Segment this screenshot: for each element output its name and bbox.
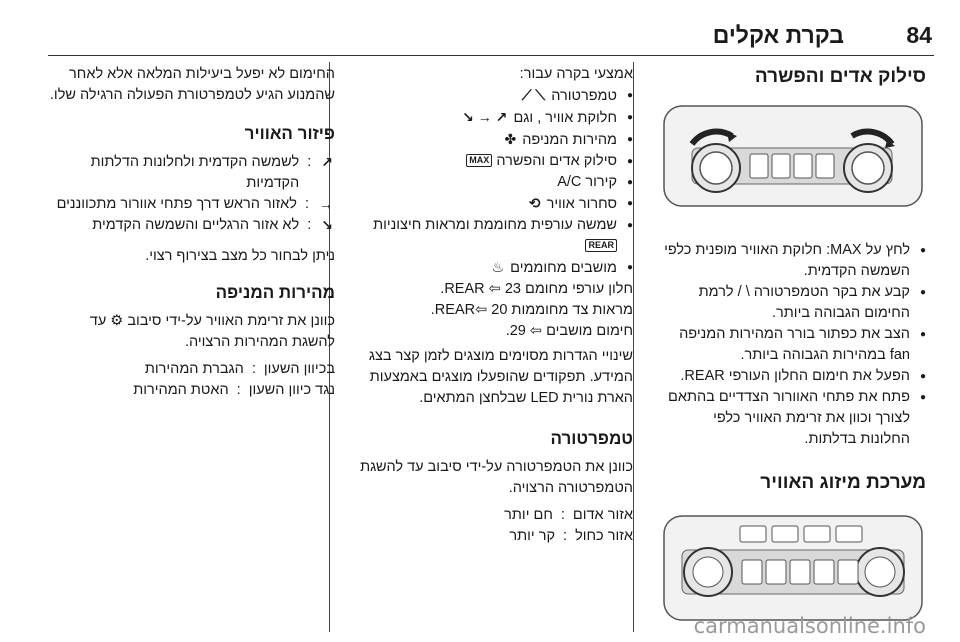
column-divider bbox=[633, 62, 634, 632]
control-item: ● קירור A/C bbox=[351, 172, 633, 193]
defrost-step: ● לחץ על ‪MAX‬: חלוקת האוויר מופנית כלפי השמשה הקדמית. bbox=[662, 240, 926, 282]
fan-icon: ✤ bbox=[504, 131, 517, 147]
chapter-title: בקרת אקלים bbox=[712, 22, 844, 48]
fan-row: נגד כיוון השעון : האטת המהירות bbox=[133, 382, 335, 398]
air-distribution-heading: פיזור האוויר bbox=[244, 124, 335, 143]
control-item: ● סילוק אדים והפשרה MAX bbox=[351, 151, 633, 172]
defrost-step: ● הפעל את חימום החלון העורפי ‪REAR‬. bbox=[662, 366, 926, 387]
right-column bbox=[662, 64, 926, 630]
ac-system-heading: מערכת מיזוג האוויר bbox=[760, 472, 926, 493]
defrost-heading: סילוק אדים והפשרה bbox=[754, 66, 926, 87]
defrost-step: ● קבע את בקר הטמפרטורה ‪/ \‬ לרמת החימום הגבוהה ביותר. bbox=[662, 282, 926, 324]
middle-column bbox=[351, 64, 633, 547]
temperature-paragraph: כוונן את הטמפרטורה על-ידי סיבוב עד להשגת הטמפרטורה הרצויה. bbox=[360, 459, 633, 496]
control-item: ● טמפרטורה ⟋ ⟍ bbox=[351, 85, 633, 107]
head-airflow-icon: → bbox=[319, 196, 333, 212]
control-item: ● סחרור אוויר ⟲ bbox=[351, 193, 633, 215]
control-item: ● חלוקת אוויר , וגם ↗ → ↘ bbox=[351, 107, 633, 129]
reference-note: חימום מושבים ⇦ 29. bbox=[505, 323, 633, 339]
watermark: carmanualsonline.info bbox=[693, 614, 926, 638]
climate-panel-image-1 bbox=[662, 98, 926, 228]
distribution-row: → : לאזור הראש דרך פתחי אוורור מתכווננים bbox=[45, 194, 335, 215]
settings-paragraph: שינויי הגדרות מסוימים מוצגים לזמן קצר בצג המידע. תפקודים שהופעלו מוצגים באמצעות הארת נורית LED שבלחצן המתאים. bbox=[368, 348, 633, 406]
heated-seat-icon: ♨ bbox=[491, 259, 505, 275]
fan-speed-paragraph: כוונן את זרימת האוויר על-ידי סיבוב ⚙ עד להשגת המהירות הרצויה. bbox=[89, 313, 335, 350]
temperature-row: אזור אדום : חם יותר bbox=[504, 507, 633, 523]
reference-note: מראות צד מחוממות ‪REAR‬⇦ 20. bbox=[430, 302, 633, 318]
control-item: ● מהירות המניפה ✤ bbox=[351, 129, 633, 151]
warmup-paragraph: החימום לא יפעל ביעילות המלאה אלא לאחר שהמנוע הגיע לטמפרטורת הפעולה הרגילה שלו. bbox=[49, 66, 335, 103]
temperature-heading: טמפרטורה bbox=[550, 429, 633, 448]
header-rule bbox=[48, 55, 934, 56]
page-number: 84 bbox=[906, 22, 932, 48]
controls-list bbox=[351, 85, 633, 279]
feet-airflow-icon: ↘ bbox=[321, 217, 333, 233]
fan-speed-heading: מהירות המניפה bbox=[215, 283, 335, 302]
defrost-step: ● פתח את פתחי האוורור הצדדיים בהתאם לצורך וכוון את זרימת האוויר כלפי החלונות בדלתות. bbox=[662, 387, 926, 450]
defrost-step: ● הצב את כפתור בורר המהירות המניפה ‪fan‬ במהירות הגבוהה ביותר. bbox=[662, 324, 926, 366]
rear-defrost-icon: REAR bbox=[585, 239, 617, 252]
recirculation-icon: ⟲ bbox=[528, 195, 541, 211]
air-distribution-icon: ↗ → ↘ bbox=[462, 109, 508, 125]
defrost-steps bbox=[662, 240, 926, 450]
max-defrost-icon: MAX bbox=[466, 154, 492, 167]
windshield-airflow-icon: ↗ bbox=[321, 154, 333, 170]
climate-panel-image-2 bbox=[662, 510, 926, 630]
distribution-row: ↗ : לשמשה הקדמית ולחלונות הדלתות הקדמיות bbox=[45, 152, 335, 194]
temperature-row: אזור כחול : קר יותר bbox=[509, 528, 633, 544]
distribution-row: ↘ : לא אזור הרגליים והשמשה הקדמית bbox=[45, 215, 335, 236]
combination-note: ניתן לבחור כל מצב בצירוף רצוי. bbox=[145, 248, 335, 264]
temperature-icon: ⟋ ⟍ bbox=[521, 87, 546, 103]
control-item: ● שמשה עורפית מחוממת ומראות חיצוניות REAR bbox=[351, 215, 633, 257]
distribution-list bbox=[45, 152, 335, 236]
left-column bbox=[45, 64, 335, 401]
fan-row: בכיוון השעון : הגברת המהירות bbox=[144, 361, 335, 377]
control-item: ● מושבים מחוממים ♨ bbox=[351, 257, 633, 279]
reference-note: חלון עורפי מחומם ‪REAR‬ ⇦ 23. bbox=[440, 281, 633, 297]
controls-intro: אמצעי בקרה עבור: bbox=[519, 66, 633, 82]
